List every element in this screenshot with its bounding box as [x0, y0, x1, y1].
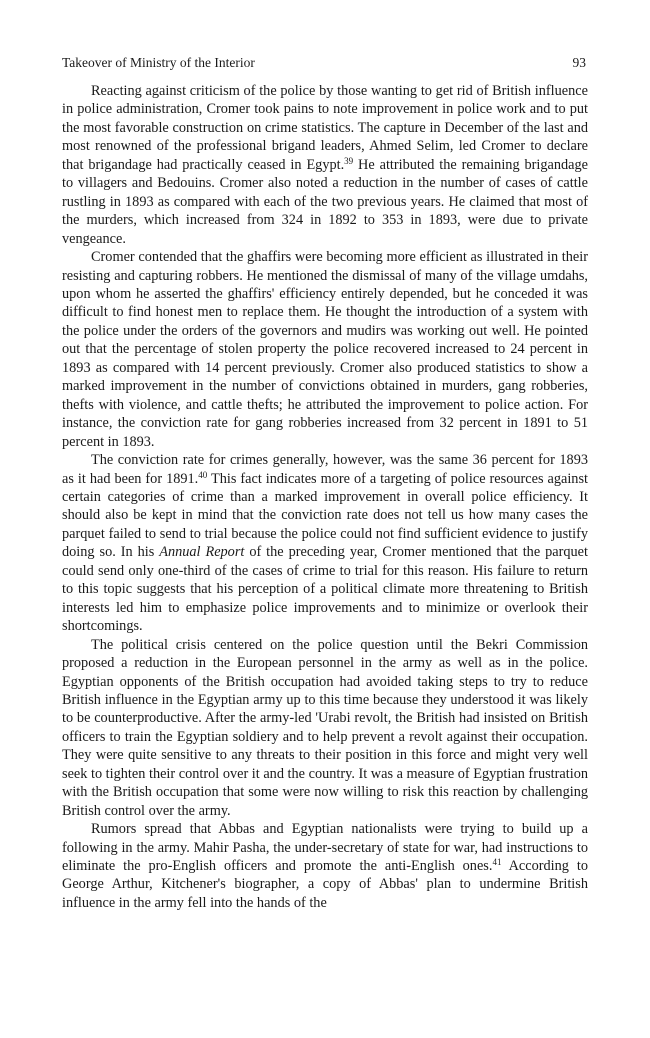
book-page	[62, 54, 588, 912]
paragraph	[62, 248, 588, 451]
text-run: The conviction rate for crimes generally, however, was the same 36 percent for 1893 as it had been for 1891.	[62, 452, 588, 487]
paragraph	[62, 820, 588, 912]
text-run: Reacting against criticism of the police by those wanting to get rid of British influence in police administration, Cromer took pains to note improvement in police work and to put the most favorable construction on crime statistics. The capture in December of the last and most renowned of the professional brigand leaders, Ahmed Selim, led Cromer to declare that brigandage had practically ceased in Egypt.	[62, 83, 588, 173]
page-number: 93	[572, 55, 586, 70]
text-run: He attributed the remaining brigandage to villagers and Bedouins. Cromer also noted a reduction in the number of cases of cattle rustling in 1893 as compared with each of the two previous years. He claimed that most of the murders, which increased from 324 in 1892 to 353 in 1893, were due to private vengeance.	[62, 156, 588, 247]
paragraph	[62, 636, 588, 821]
body-text	[62, 82, 588, 912]
text-run: This fact indicates more of a targeting of police resources against certain categories of crime than a marked improvement in overall police efficiency. It should also be kept in mind that the conviction rate does not tell us how many cases the parquet failed to send to trial because the police could not find sufficient evidence to justify doing so. In his	[62, 470, 588, 561]
text-run: According to George Arthur, Kitchener's biographer, a copy of Abbas' plan to undermine British influence in the army fell into the hands of the	[62, 858, 588, 911]
text-run: Cromer contended that the ghaffirs were becoming more efficient as illustrated in their resisting and capturing robbers. He mentioned the dismissal of many of the village umdahs, upon whom he asserted the ghaffirs' efficiency entirely depended, but he conceded it was difficult to find honest men to replace them. He thought the introduction of a system with the police under the orders of the governors and mudirs was working out well. He pointed out that the percentage of stolen property the police recovered increased to 24 percent in 1893 as compared with 14 percent previously. Cromer also produced statistics to show a marked improvement in the number of convictions obtained in murders, gang robberies, thefts with violence, and cattle thefts; he attributed the improvement to police action. For instance, the conviction rate for gang robberies increased from 32 percent in 1891 to 51 percent in 1893.	[62, 249, 588, 450]
text-run: The political crisis centered on the police question until the Bekri Commission proposed a reduction in the European personnel in the army as well as in the police. Egyptian opponents of the British occupation had avoided taking steps to try to reduce British influence in the Egyptian army up to this time because they understood it was likely to be counterproductive. After the army-led 'Urabi revolt, the British had insisted on British officers to train the Egyptian soldiery and to help prevent a revolt against their occupation. They were quite sensitive to any threats to their position in this force and might very well seek to tighten their control over it and the country. It was a measure of Egyptian frustration with the British occupation that some were now willing to risk this reaction by challenging British control over the army.	[62, 636, 588, 819]
footnote-ref: 39	[344, 155, 354, 166]
text-run: of the preceding year, Cromer mentioned that the parquet could send only one-third of the cases of crime to trial for this reason. His failure to return to this topic suggests that his perception of a political climate more threatening to British interests led him to emphasize police improvements and to minimize or overlook their shortcomings.	[62, 544, 588, 635]
paragraph	[62, 82, 588, 248]
paragraph	[62, 451, 588, 636]
footnote-ref: 40	[198, 469, 208, 480]
footnote-ref: 41	[492, 857, 502, 868]
italic-title: Annual Report	[159, 544, 245, 561]
running-header	[62, 54, 588, 72]
text-run: Rumors spread that Abbas and Egyptian nationalists were trying to build up a following in the army. Mahir Pasha, the under-secretary of state for war, had instructions to eliminate the pro-English officers and promote the anti-English ones.	[62, 821, 588, 875]
running-title: Takeover of Ministry of the Interior	[62, 55, 255, 70]
